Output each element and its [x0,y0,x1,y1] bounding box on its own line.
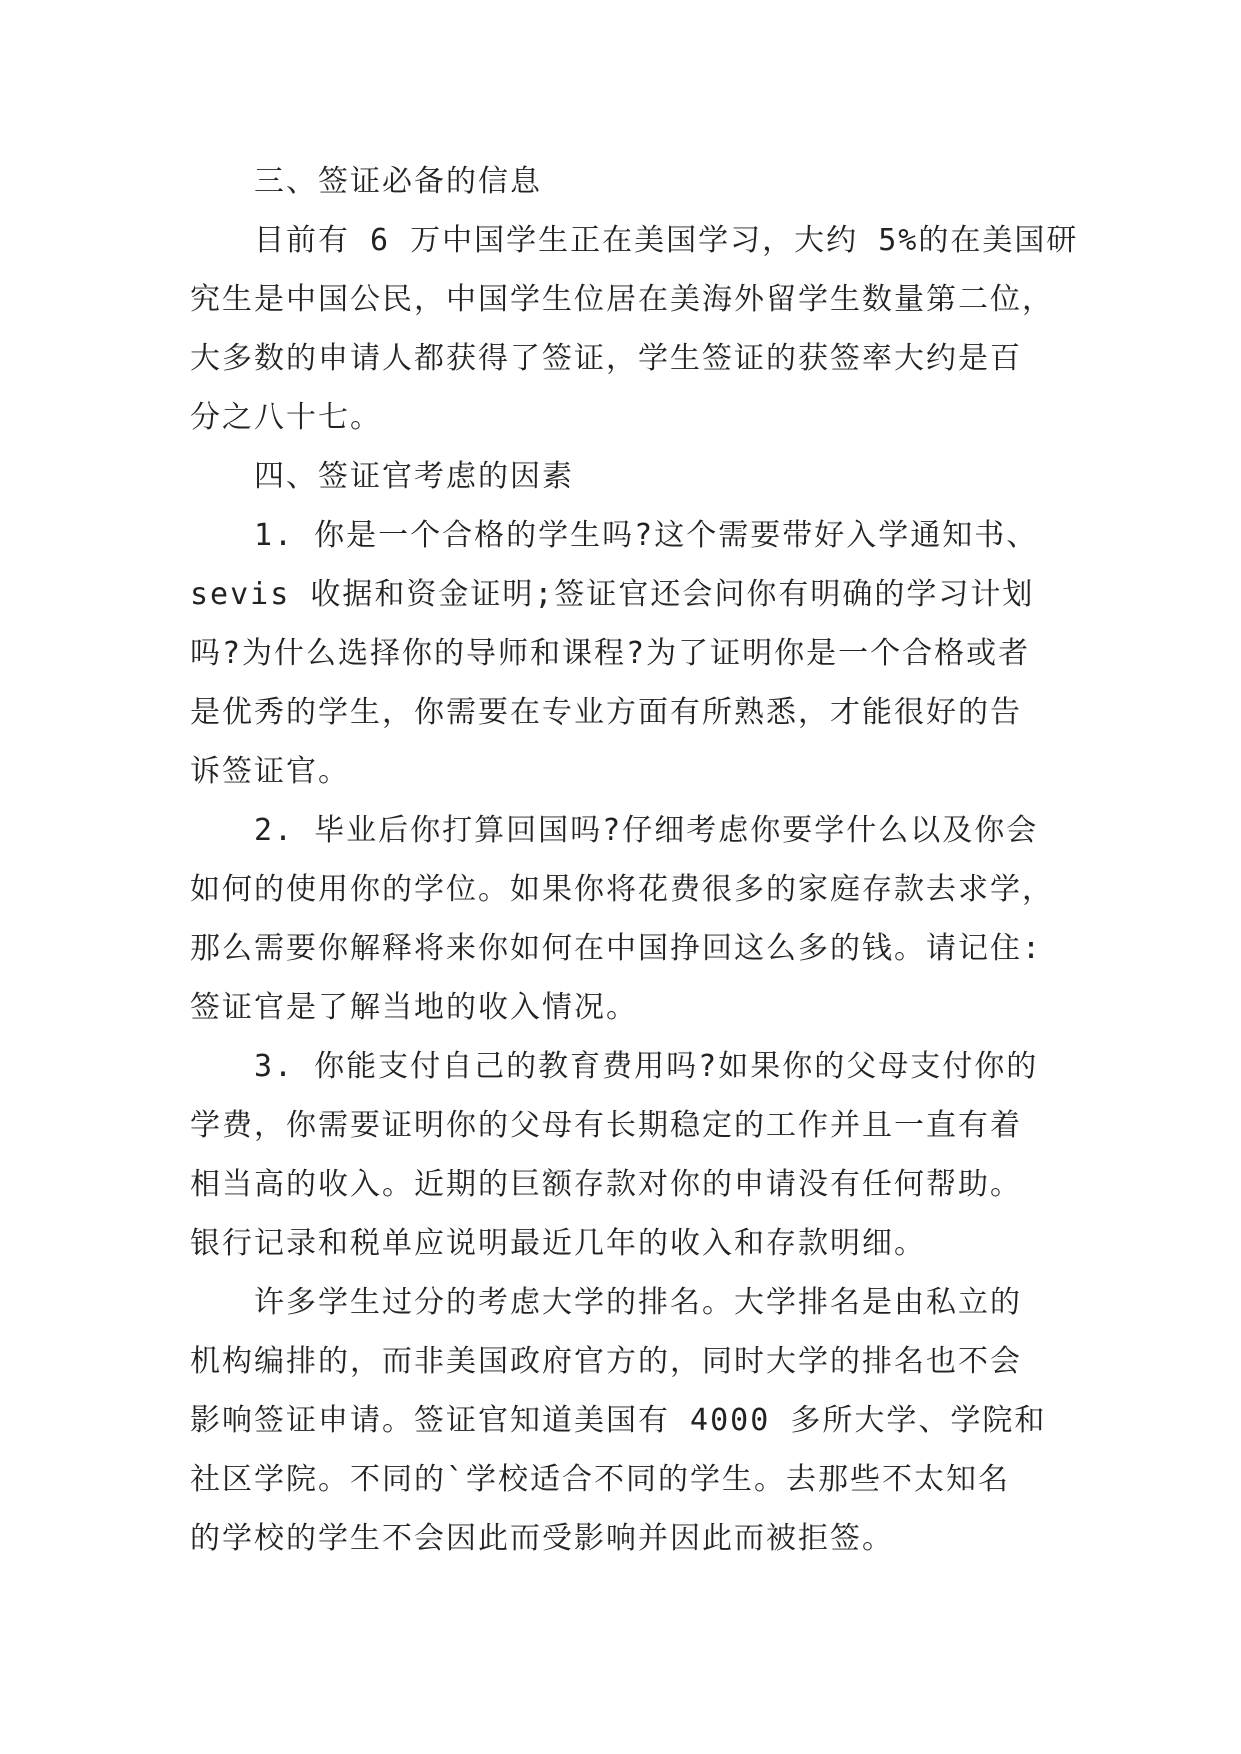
text-line: 的学校的学生不会因此而受影响并因此而被拒签。 [190,1521,894,1556]
text-line: 吗?为什么选择你的导师和课程?为了证明你是一个合格或者 [190,636,1031,671]
text-line: 是优秀的学生，你需要在专业方面有所熟悉，才能很好的告 [190,695,1022,730]
paragraph-item-2 [190,801,1090,1037]
text-line: 分之八十七。 [190,400,382,435]
paragraph-visa-statistics [190,211,1090,447]
text-line: 许多学生过分的考虑大学的排名。大学排名是由私立的 [254,1285,1022,1320]
paragraph-item-3 [190,1037,1090,1273]
text-line: 银行记录和税单应说明最近几年的收入和存款明细。 [190,1226,926,1261]
text-line: 如何的使用你的学位。如果你将花费很多的家庭存款去求学， [190,872,1054,907]
text-line: 相当高的收入。近期的巨额存款对你的申请没有任何帮助。 [190,1167,1022,1202]
section-heading-4 [190,447,1090,506]
text-line: 学费，你需要证明你的父母有长期稳定的工作并且一直有着 [190,1108,1022,1143]
paragraph-item-1 [190,506,1090,801]
text-line: 究生是中国公民，中国学生位居在美海外留学生数量第二位， [190,282,1054,317]
text-line: sevis 收据和资金证明;签证官还会问你有明确的学习计划 [190,577,1035,612]
text-line: 那么需要你解释将来你如何在中国挣回这么多的钱。请记住: [190,931,1043,966]
section-heading-3 [190,152,1090,211]
document-body [190,152,1090,1568]
paragraph-university-ranking [190,1273,1090,1568]
text-line: 影响签证申请。签证官知道美国有 4000 多所大学、学院和 [190,1403,1047,1438]
text-line: 2. 毕业后你打算回国吗?仔细考虑你要学什么以及你会 [254,813,1039,848]
text-line: 大多数的申请人都获得了签证，学生签证的获签率大约是百 [190,341,1022,376]
text-line: 四、签证官考虑的因素 [254,459,574,494]
text-line: 3. 你能支付自己的教育费用吗?如果你的父母支付你的 [254,1049,1039,1084]
text-line: 诉签证官。 [190,754,350,789]
text-line: 社区学院。不同的`学校适合不同的学生。去那些不太知名 [190,1462,1011,1497]
text-line: 机构编排的，而非美国政府官方的，同时大学的排名也不会 [190,1344,1022,1379]
text-line: 签证官是了解当地的收入情况。 [190,990,638,1025]
text-line: 目前有 6 万中国学生正在美国学习，大约 5%的在美国研 [254,223,1079,258]
text-line: 三、签证必备的信息 [254,164,542,199]
text-line: 1. 你是一个合格的学生吗?这个需要带好入学通知书、 [254,518,1039,553]
